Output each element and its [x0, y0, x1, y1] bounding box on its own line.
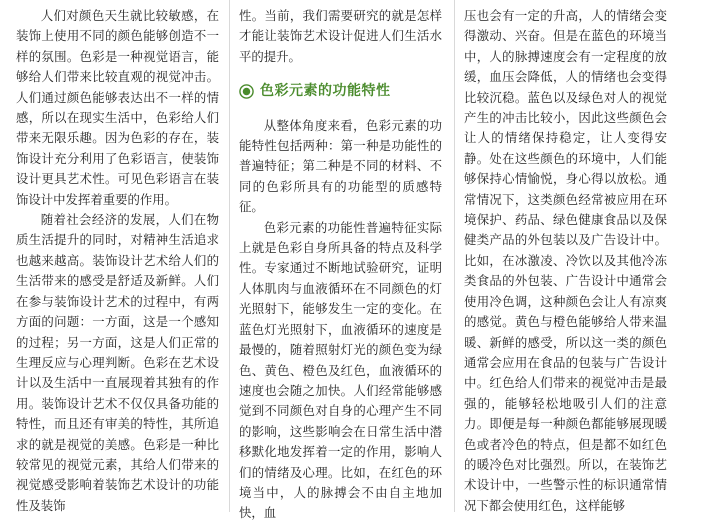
paragraph: 随着社会经济的发展，人们在物质生活提升的同时，对精神生活追求也越来越高。装饰设计艺术给人们的生活带来的感受是舒适及新鲜。人们在参与装饰设计艺术的过程中，有两方面的问题：一方面，这是一个感知的过程；另一方面，这是人们正常的生理反应与心理判断。色彩在艺术设计以及生活中一直展现着其独有的作用。装饰设计艺术不仅仅具备功能的特性，而且还有审美的特性，其所追求的就是视觉的美感。色彩是一种比较常见的视觉元素，其给人们带来的视觉感受影响着装饰艺术设计的功能性及装饰	[16, 212, 219, 513]
paragraph-continuation: 性。当前，我们需要研究的就是怎样才能让装饰艺术设计促进人们生活水平的提升。	[239, 8, 442, 64]
section-heading	[239, 81, 442, 101]
paragraph: 色彩元素的功能性普遍特征实际上就是色彩自身所具备的特点及科学性。专家通过不断地试验研究，证明人体肌肉与血液循环在不同颜色的灯光照射下，能够发生一定的变化。在蓝色灯光照射下，血液循环的速度是最慢的，随着照射灯光的颜色变为绿色、黄色、橙色及红色，血液循环的速度也会随之加快。人们经常能够感觉到不同颜色对自身的心理产生不同的影响，这些影响会在日常生活中潜移默化地发挥着一定的作用，影响人们的情绪及心理。比如，在红色的环境当中，人的脉搏会不由自主地加快，血	[239, 219, 442, 521]
column-divider	[454, 0, 455, 512]
green-bullet-icon	[239, 84, 254, 99]
text-column-2	[239, 6, 442, 524]
column-divider	[229, 0, 230, 512]
section-heading-text: 色彩元素的功能特性	[260, 83, 391, 100]
paragraph-continuation: 压也会有一定的升高，人的情绪会变得激动、兴奋。但是在蓝色的环境当中，人的脉搏速度会有一定程度的放缓，血压会降低，人的情绪也会变得比较沉稳。蓝色以及绿色对人的视觉产生的冲击比较小，因此这些颜色会让人的情绪保持稳定，让人变得安静。处在这些颜色的环境中，人们能够保持心情愉悦，身心得以放松。通常情况下，这类颜色经常被应用在环境保护、药品、绿色健康食品以及保健类产品的外包装以及广告设计中。比如，在冰激凌、冷饮以及其他冷冻类食品的外包装、广告设计中通常会使用冷色调，这种颜色会让人有凉爽的感觉。黄色与橙色能够给人带来温暖、新鲜的感受，所以这一类的颜色通常会应用在食品的包装与广告设计中。红色给人们带来的视觉冲击是最强的，能够轻松地吸引人们的注意力。即便是每一种颜色都能够展现暖色或者冷色的特点，但是都不如红色的暖冷色对比强烈。所以，在装饰艺术设计中，一些警示性的标识通常情况下都会使用红色，这样能够	[464, 8, 667, 513]
text-column-1	[16, 6, 219, 516]
text-column-3	[464, 6, 667, 516]
paragraph: 人们对颜色天生就比较敏感，在装饰上使用不同的颜色能够创造不一样的氛围。色彩是一种视觉语言，能够给人们带来比较直观的视觉冲击。人们通过颜色能够表达出不一样的情感，所以在现实生活中，色彩给人们带来无限乐趣。因为色彩的存在，装饰设计充分利用了色彩语言，使装饰设计更具艺术性。可见色彩语言在装饰设计中发挥着重要的作用。	[16, 8, 219, 207]
paragraph: 从整体角度来看，色彩元素的功能特性包括两种：第一种是功能性的普遍特征；第二种是不同的材料、不同的色彩所具有的功能型的质感特征。	[239, 117, 442, 215]
